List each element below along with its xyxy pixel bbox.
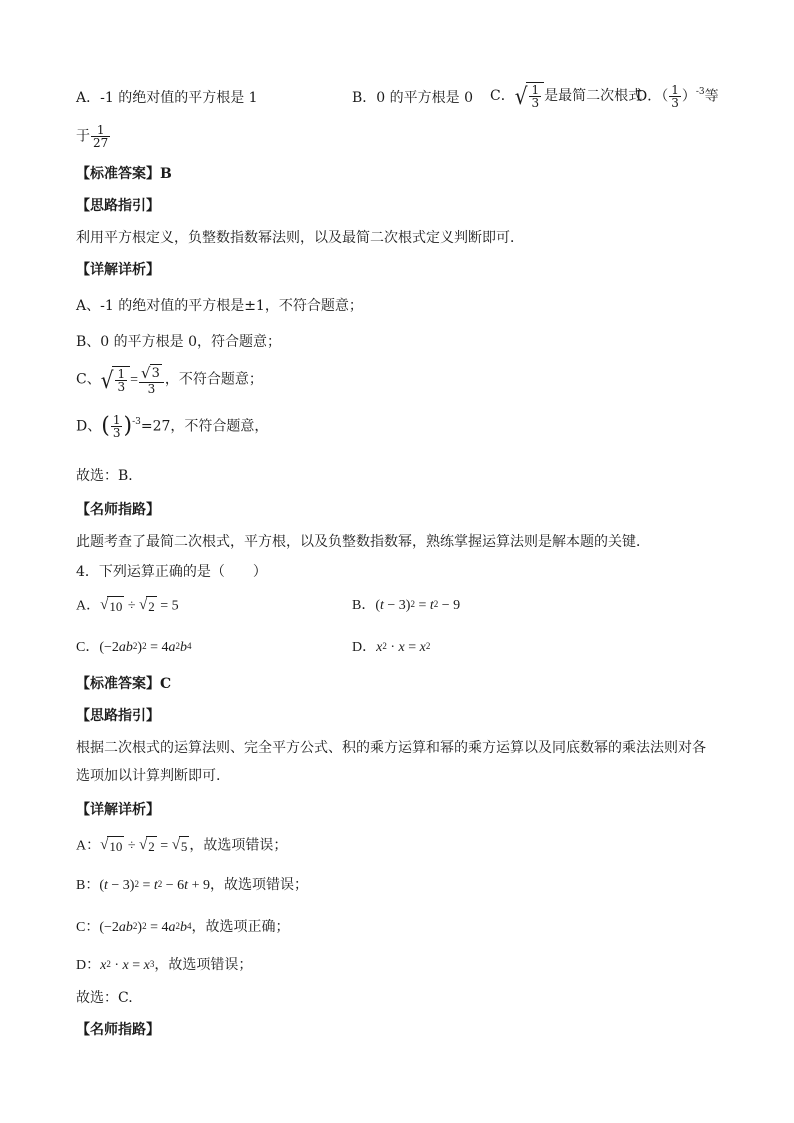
q4-option-d: D．$x^2 \cdot x = x^2$ xyxy=(352,640,431,655)
q3-hint-text: 利用平方根定义，负整数指数幂法则，以及最简二次根式定义判断即可． xyxy=(76,230,524,246)
q3-answer: 【标准答案】B xyxy=(76,166,172,182)
q3-detail-d: D、( $\frac{1}{3}$ )$^{-3}$=27，不符合题意， xyxy=(76,413,269,440)
q4-stem: 4．下列运算正确的是（ ） xyxy=(76,564,267,580)
sqrt-one-third: √ $\frac{1}{3}$ xyxy=(101,366,130,394)
q4-detail-b: B：$(t - 3)^2 = t^2 - 6t + 9$，故选项错误； xyxy=(76,878,308,893)
q4-answer: 【标准答案】C xyxy=(76,676,172,692)
q3-option-d-continued: 于 $\frac{1}{27}$ xyxy=(76,123,109,150)
q3-teacher-label: 【名师指路】 xyxy=(76,502,160,518)
sqrt-one-third: √ $\frac{1}{3}$ xyxy=(515,82,544,110)
q3-option-b: B．0 的平方根是 0 xyxy=(352,90,474,106)
q4-hint-label: 【思路指引】 xyxy=(76,708,160,724)
q4-detail-d: D：$x^2 \cdot x = x^3$，故选项错误； xyxy=(76,958,253,973)
q3-detail-c: C、 √ $\frac{1}{3}$ = √ 3 3 ，不符合题意； xyxy=(76,364,263,396)
q4-teacher-label: 【名师指路】 xyxy=(76,1022,160,1038)
q3-teacher-text: 此题考查了最简二次根式，平方根，以及负整数指数幂，熟练掌握运算法则是解本题的关键． xyxy=(76,534,650,550)
q3-option-d: D．（ $\frac{1}{3}$ ）$^{-3}$等 xyxy=(636,83,719,110)
q3-detail-a: A、-1 的绝对值的平方根是±1，不符合题意； xyxy=(76,298,363,314)
q3-hint-label: 【思路指引】 xyxy=(76,198,160,214)
q4-detail-a: A： √ 10 ÷ √ 2 = √ 5 ，故选项错误； xyxy=(76,836,287,857)
q4-choice: 故选：C. xyxy=(76,990,133,1006)
q3-choice: 故选：B． xyxy=(76,468,143,484)
q4-detail-label: 【详解详析】 xyxy=(76,802,160,818)
q4-hint-text-1: 根据二次根式的运算法则、完全平方公式、积的乘方运算和幂的乘方运算以及同底数幂的乘法法则对各 xyxy=(76,740,706,756)
q3-option-c: C． √ $\frac{1}{3}$ 是最简二次根式 xyxy=(490,82,643,110)
q3-detail-label: 【详解详析】 xyxy=(76,262,160,278)
q4-option-c: C．$(-2ab^2)^2 = 4a^2b^4$ xyxy=(76,640,192,655)
q4-hint-text-2: 选项加以计算判断即可. xyxy=(76,768,221,784)
q4-option-a: A． √ 10 ÷ √ 2 = 5 xyxy=(76,596,179,617)
q3-option-a: A．-1 的绝对值的平方根是 1 xyxy=(76,90,258,106)
q3-detail-b: B、0 的平方根是 0，符合题意； xyxy=(76,334,282,350)
q4-option-b: B．$(t - 3)^2 = t^2 - 9$ xyxy=(352,598,461,613)
q4-detail-c: C：$(-2ab^2)^2 = 4a^2b^4$，故选项正确； xyxy=(76,920,290,935)
